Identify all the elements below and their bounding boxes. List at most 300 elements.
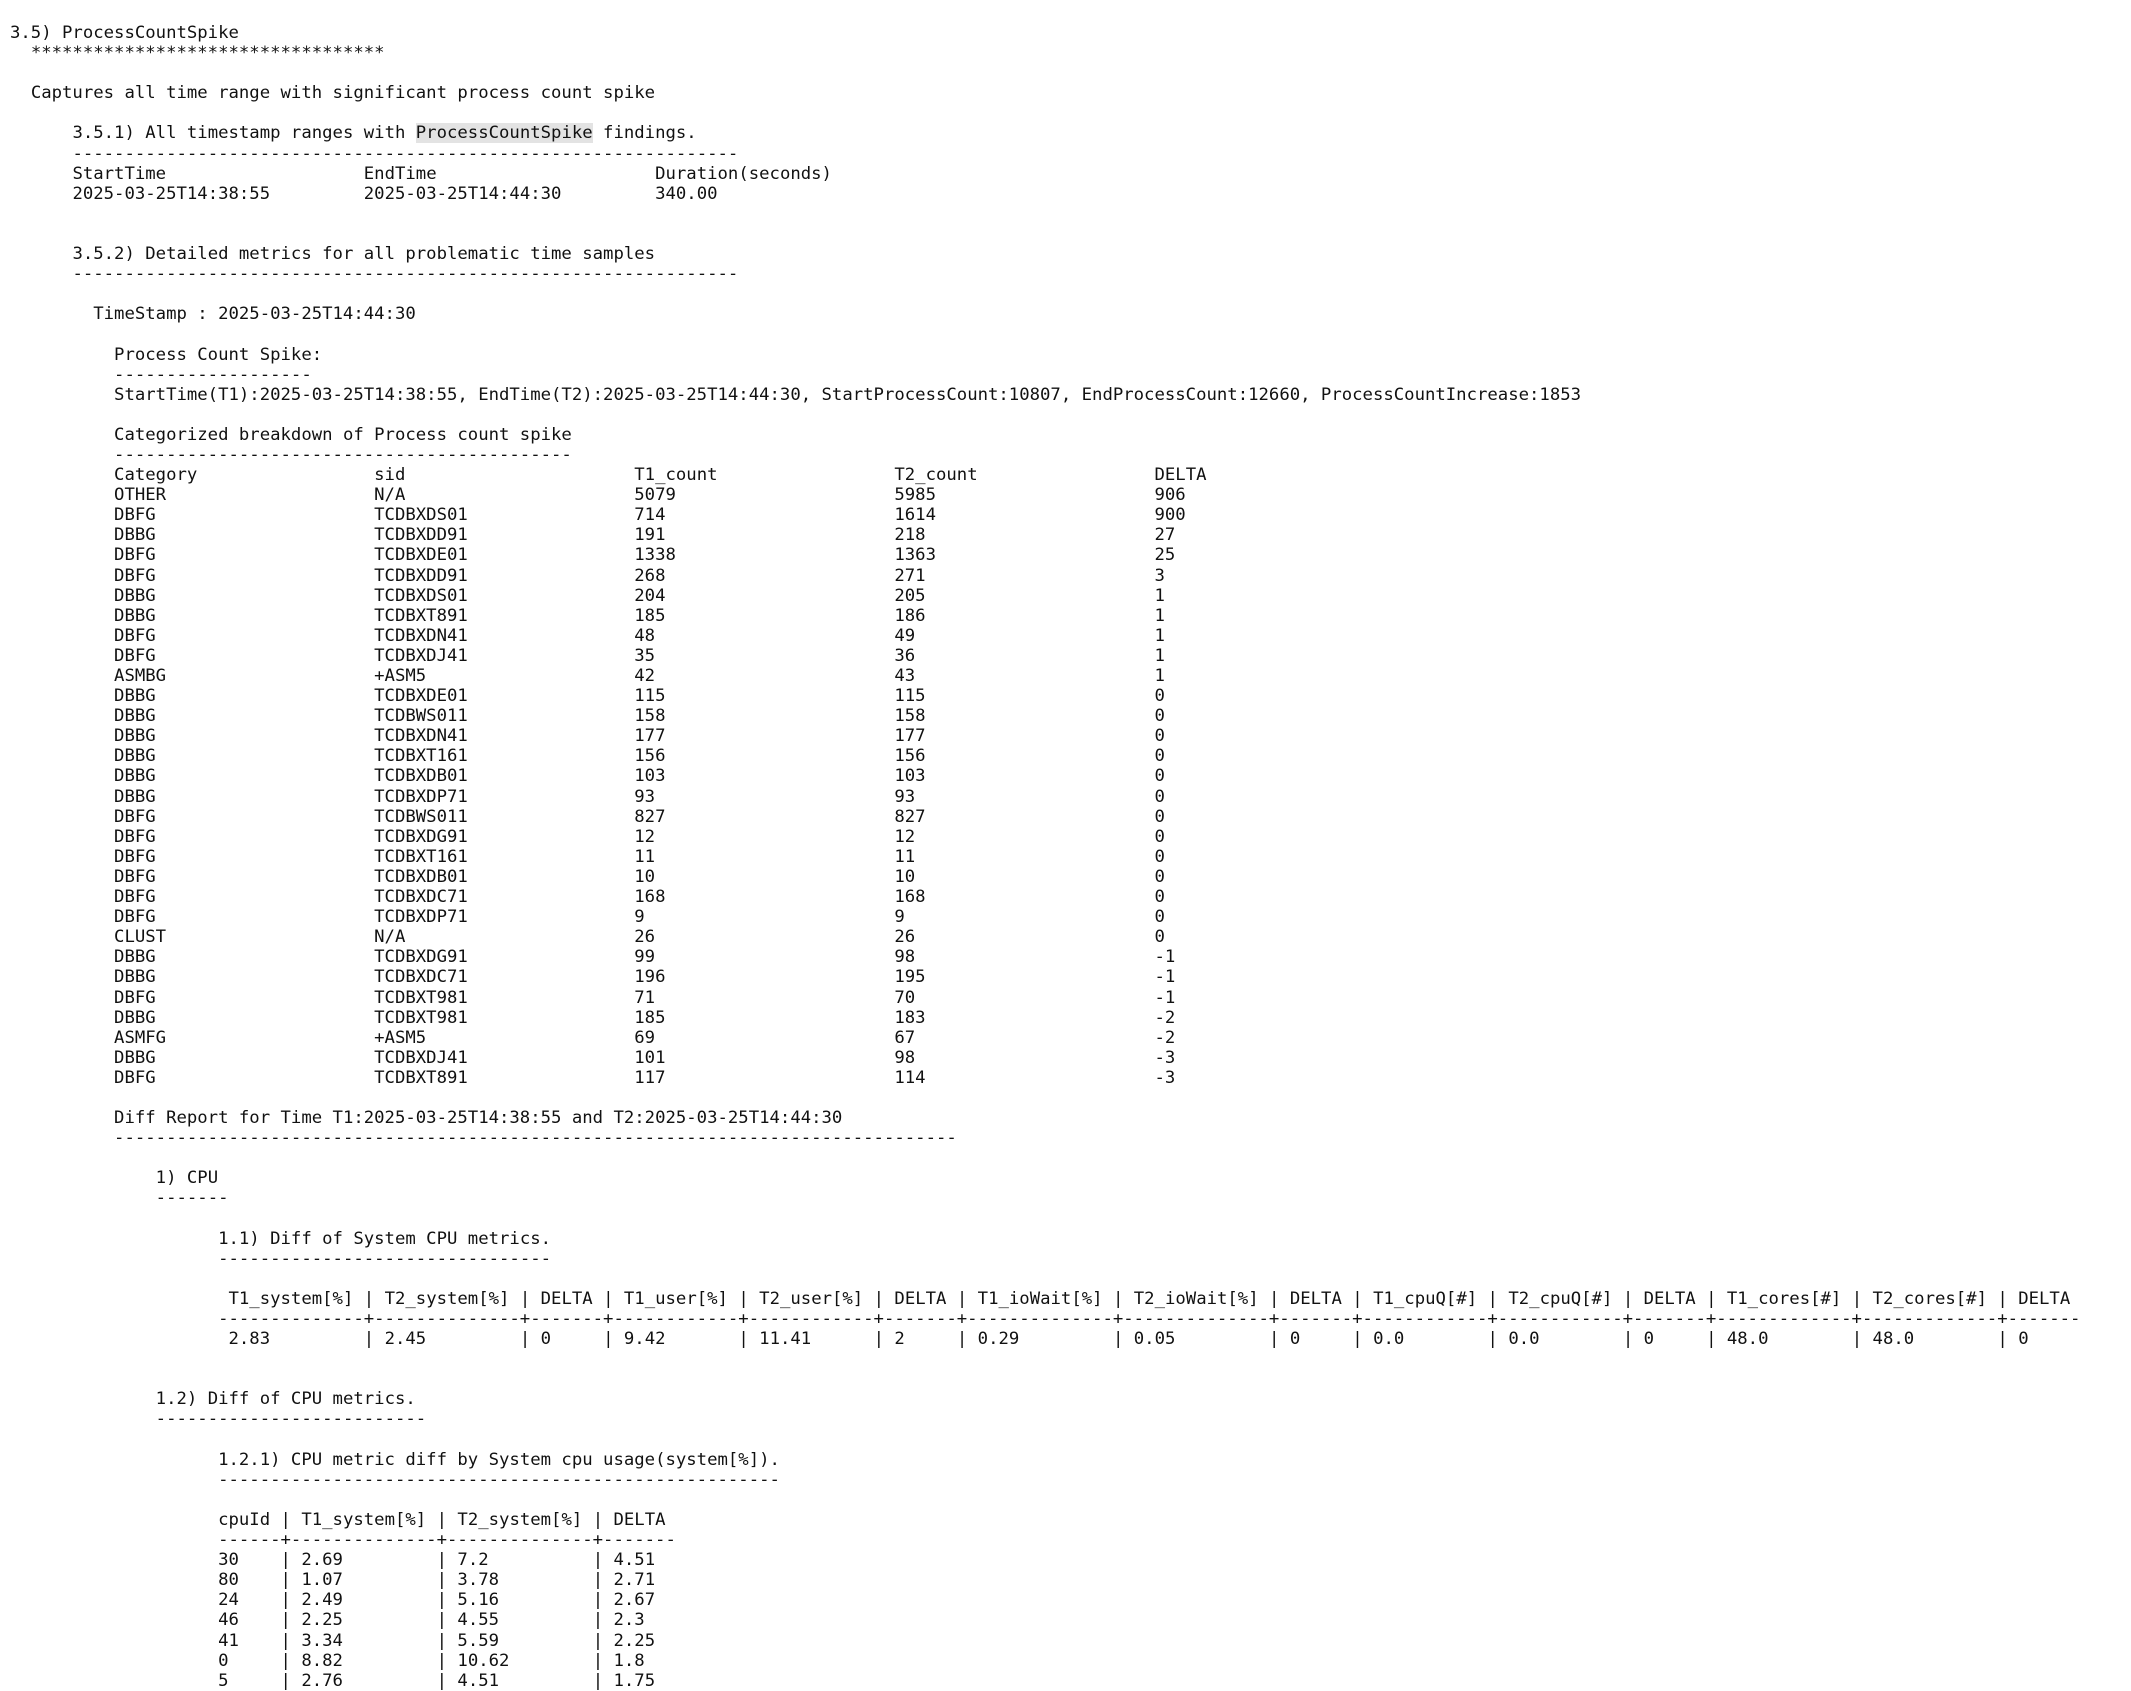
breakdown-cell: 196 xyxy=(634,967,895,988)
by-system-cell: 7.2 xyxy=(447,1550,593,1571)
system-cpu-column-header: T1_ioWait[%] xyxy=(967,1288,1113,1309)
by-system-cell: 1.75 xyxy=(603,1670,676,1691)
breakdown-cell: DBFG xyxy=(114,907,375,928)
underline: ---------------------------------------------------------------- xyxy=(72,264,739,285)
system-cpu-column-header: T2_user[%] xyxy=(748,1288,874,1309)
breakdown-cell: 93 xyxy=(634,786,895,807)
breakdown-title-text: Categorized breakdown of Process count spike xyxy=(114,424,572,445)
breakdown-cell: 177 xyxy=(894,726,1155,747)
timestamp-ranges-header xyxy=(10,164,2081,184)
breakdown-header xyxy=(10,465,2081,485)
by-system-row: 46 | 2.25 | 4.55 | 2.3 xyxy=(218,1610,676,1631)
breakdown-cell: 1 xyxy=(1154,585,1165,606)
breakdown-cell: TCDBXT161 xyxy=(374,846,635,867)
by-system-cell: 3.34 xyxy=(290,1630,437,1651)
blank-line xyxy=(10,1430,2081,1450)
underline: --------------------------------------------------------------------------------- xyxy=(114,1128,957,1149)
breakdown-cell: 103 xyxy=(634,766,895,787)
timestamp-text: TimeStamp : 2025-03-25T14:44:30 xyxy=(93,304,416,325)
breakdown-cell: OTHER xyxy=(114,485,375,506)
breakdown-cell: -2 xyxy=(1154,1007,1176,1028)
timestamp-ranges-cell: 2025-03-25T14:38:55 xyxy=(72,183,364,204)
breakdown-row xyxy=(10,746,2081,766)
breakdown-cell: 205 xyxy=(894,585,1155,606)
system-cpu-value: 0 xyxy=(1633,1329,1707,1350)
breakdown-cell: DBBG xyxy=(114,766,375,787)
by-system-cell: 2.67 xyxy=(603,1590,676,1611)
by-system-cell: 2.25 xyxy=(603,1630,676,1651)
breakdown-cell: DBBG xyxy=(114,525,375,546)
breakdown-cell: 115 xyxy=(634,686,895,707)
breakdown-cell: DBFG xyxy=(114,645,375,666)
by-system-cell: 2.25 xyxy=(290,1610,437,1631)
section-stars xyxy=(10,43,2081,63)
breakdown-cell: 1 xyxy=(1154,645,1165,666)
breakdown-cell: TCDBXDE01 xyxy=(374,686,635,707)
breakdown-row xyxy=(10,867,2081,887)
breakdown-title xyxy=(10,425,2081,445)
breakdown-cell: TCDBXDN41 xyxy=(374,726,635,747)
breakdown-row xyxy=(10,827,2081,847)
breakdown-cell: 0 xyxy=(1154,866,1165,887)
system-cpu-value: 48.0 xyxy=(1716,1329,1852,1350)
blank-line xyxy=(10,204,2081,224)
breakdown-cell: DBBG xyxy=(114,605,375,626)
breakdown-cell: 12 xyxy=(634,826,895,847)
breakdown-cell: TCDBXDD91 xyxy=(374,565,635,586)
breakdown-cell: 906 xyxy=(1154,485,1186,506)
timestamp-ranges-cell: 2025-03-25T14:44:30 xyxy=(363,183,656,204)
underline: -------------------------------- xyxy=(218,1248,552,1269)
breakdown-cell: TCDBXDP71 xyxy=(374,786,635,807)
system-cpu-underline xyxy=(10,1249,2081,1269)
breakdown-cell: 0 xyxy=(1154,726,1165,747)
breakdown-cell: 185 xyxy=(634,605,895,626)
breakdown-cell: -1 xyxy=(1154,987,1176,1008)
breakdown-cell: 11 xyxy=(634,846,895,867)
underline: -------------------------------------------- xyxy=(114,444,572,465)
breakdown-cell: TCDBXDJ41 xyxy=(374,1047,635,1068)
breakdown-cell: 115 xyxy=(894,686,1155,707)
breakdown-cell: TCDBXDS01 xyxy=(374,585,635,606)
breakdown-cell: 114 xyxy=(894,1067,1155,1088)
breakdown-cell: 218 xyxy=(894,525,1155,546)
system-cpu-value: 2.45 xyxy=(374,1329,520,1350)
breakdown-cell: TCDBXDE01 xyxy=(374,545,635,566)
spike-title-text: Process Count Spike: xyxy=(114,344,323,365)
breakdown-cell: TCDBXT891 xyxy=(374,1067,635,1088)
blank-line xyxy=(10,63,2081,83)
by-system-cell: 41 xyxy=(218,1630,281,1651)
blank-line xyxy=(10,103,2081,123)
breakdown-cell: 0 xyxy=(1154,686,1165,707)
breakdown-cell: ASMBG xyxy=(114,666,375,686)
cpu-metrics-title xyxy=(10,1389,2081,1409)
system-cpu-column-header: T1_cores[#] xyxy=(1716,1288,1852,1309)
system-cpu-column-header: T2_cores[#] xyxy=(1862,1288,1998,1309)
breakdown-cell: TCDBXDP71 xyxy=(374,907,635,928)
breakdown-cell: DBFG xyxy=(114,987,375,1008)
by-system-cell: 2.3 xyxy=(603,1610,676,1631)
breakdown-cell: DBFG xyxy=(114,887,375,908)
system-cpu-value: 0.0 xyxy=(1362,1329,1488,1350)
breakdown-cell: 25 xyxy=(1154,545,1176,566)
breakdown-cell: TCDBWS011 xyxy=(374,806,635,827)
by-system-cell: 10.62 xyxy=(447,1650,593,1671)
breakdown-cell: 1 xyxy=(1154,625,1165,646)
breakdown-cell: 99 xyxy=(634,947,895,968)
breakdown-cell: 11 xyxy=(894,846,1155,867)
by-system-column-header: cpuId xyxy=(218,1509,281,1530)
by-system-cell: 8.82 xyxy=(290,1650,437,1671)
detailed-title-text: 3.5.2) Detailed metrics for all problematic time samples xyxy=(72,244,656,265)
breakdown-cell: 10 xyxy=(634,866,895,887)
breakdown-cell: 0 xyxy=(1154,806,1165,827)
cpu-metrics-underline xyxy=(10,1409,2081,1429)
underline: ---------------------------------------------------------------- xyxy=(72,143,739,164)
breakdown-cell: 43 xyxy=(894,666,1155,686)
breakdown-row xyxy=(10,927,2081,947)
breakdown-cell: DBBG xyxy=(114,1047,375,1068)
system-cpu-title-text: 1.1) Diff of System CPU metrics. xyxy=(218,1228,552,1249)
breakdown-cell: 5985 xyxy=(894,485,1155,506)
cpu-underline xyxy=(10,1188,2081,1208)
breakdown-cell: DBFG xyxy=(114,806,375,827)
breakdown-cell: 204 xyxy=(634,585,895,606)
timestamp-ranges-title xyxy=(10,123,2081,143)
by-system-cell: 3.78 xyxy=(447,1570,593,1591)
system-cpu-column-header: DELTA xyxy=(1279,1288,1353,1309)
blank-line xyxy=(10,1148,2081,1168)
breakdown-row xyxy=(10,666,2081,686)
timestamp-ranges-title-prefix: 3.5.1) All timestamp ranges with xyxy=(72,123,416,144)
underline: ------------------------------------------------------ xyxy=(218,1469,780,1490)
breakdown-cell: 26 xyxy=(634,927,895,948)
breakdown-cell: DBBG xyxy=(114,686,375,707)
system-cpu-value: 2.83 xyxy=(218,1329,364,1350)
breakdown-cell: 1338 xyxy=(634,545,895,566)
breakdown-cell: DBFG xyxy=(114,846,375,867)
by-system-row: 5 | 2.76 | 4.51 | 1.75 xyxy=(218,1670,676,1691)
blank-line xyxy=(10,224,2081,244)
breakdown-row xyxy=(10,646,2081,666)
breakdown-cell: 0 xyxy=(1154,887,1165,908)
by-system-cell: 46 xyxy=(218,1610,281,1631)
blank-line xyxy=(10,324,2081,344)
by-system-header: cpuId | T1_system[%] | T2_system[%] | DELTA xyxy=(218,1509,676,1530)
system-cpu-separator: --------------+--------------+-------+------------+------------+-------+--------------+--------------+-------+------------+------------+-------+-------------+-------------+------- xyxy=(10,1309,2081,1329)
by-system-cell: 80 xyxy=(218,1570,281,1591)
breakdown-cell: 183 xyxy=(894,1007,1155,1028)
breakdown-cell: 1 xyxy=(1154,605,1165,626)
section-title-text: 3.5) ProcessCountSpike xyxy=(10,23,239,43)
by-system-row: 30 | 2.69 | 7.2 | 4.51 xyxy=(218,1550,676,1571)
breakdown-cell: TCDBXT981 xyxy=(374,1007,635,1028)
breakdown-cell: 42 xyxy=(634,666,895,686)
system-cpu-value: 11.41 xyxy=(748,1329,874,1350)
breakdown-cell: 168 xyxy=(634,887,895,908)
breakdown-row xyxy=(10,505,2081,525)
breakdown-cell: TCDBXDB01 xyxy=(374,766,635,787)
by-system-cell: 24 xyxy=(218,1590,281,1611)
by-system-title-text: 1.2.1) CPU metric diff by System cpu usage(system[%]). xyxy=(218,1449,780,1470)
breakdown-cell: 101 xyxy=(634,1047,895,1068)
by-system-row: 80 | 1.07 | 3.78 | 2.71 xyxy=(218,1570,676,1591)
system-cpu-column-header: DELTA xyxy=(884,1288,957,1309)
breakdown-cell: 0 xyxy=(1154,826,1165,847)
system-cpu-column-header: DELTA xyxy=(1633,1288,1707,1309)
breakdown-cell: 9 xyxy=(894,907,1155,928)
underline: ------- xyxy=(155,1188,229,1209)
breakdown-cell: 3 xyxy=(1154,565,1165,586)
timestamp-line xyxy=(10,304,2081,324)
breakdown-cell: 195 xyxy=(894,967,1155,988)
by-system-cell: 1.07 xyxy=(290,1570,437,1591)
breakdown-cell: TCDBXDJ41 xyxy=(374,645,635,666)
breakdown-cell: 191 xyxy=(634,525,895,546)
breakdown-cell: 0 xyxy=(1154,706,1165,727)
breakdown-row xyxy=(10,988,2081,1008)
by-system-cell: 4.51 xyxy=(447,1670,593,1691)
breakdown-column-header: sid xyxy=(374,465,635,486)
timestamp-ranges-underline xyxy=(10,144,2081,164)
breakdown-cell: 93 xyxy=(894,786,1155,807)
breakdown-cell: 71 xyxy=(634,987,895,1008)
breakdown-cell: DBFG xyxy=(114,625,375,646)
breakdown-cell: TCDBXDG91 xyxy=(374,826,635,847)
breakdown-cell: DBBG xyxy=(114,746,375,767)
cpu-title xyxy=(10,1168,2081,1188)
breakdown-row xyxy=(10,706,2081,726)
by-system-cell: 2.49 xyxy=(290,1590,437,1611)
timestamp-ranges-column-header: Duration(seconds) xyxy=(655,163,832,184)
by-system-cell: 0 xyxy=(218,1650,281,1671)
breakdown-cell: 714 xyxy=(634,505,895,526)
by-system-row: 24 | 2.49 | 5.16 | 2.67 xyxy=(218,1590,676,1611)
system-cpu-value: 2 xyxy=(884,1329,957,1350)
breakdown-cell: 158 xyxy=(894,706,1155,727)
breakdown-cell: 268 xyxy=(634,565,895,586)
breakdown-cell: -3 xyxy=(1154,1047,1176,1068)
breakdown-cell: +ASM5 xyxy=(374,666,635,686)
by-system-cell: 4.55 xyxy=(447,1610,593,1631)
breakdown-cell: 185 xyxy=(634,1007,895,1028)
breakdown-cell: 49 xyxy=(894,625,1155,646)
diff-title-text: Diff Report for Time T1:2025-03-25T14:38:55 and T2:2025-03-25T14:44:30 xyxy=(114,1108,843,1129)
breakdown-cell: TCDBXDD91 xyxy=(374,525,635,546)
by-system-cell: 2.71 xyxy=(603,1570,676,1591)
breakdown-cell: 35 xyxy=(634,645,895,666)
breakdown-cell: 48 xyxy=(634,625,895,646)
breakdown-cell: DBBG xyxy=(114,967,375,988)
system-cpu-value: 0 xyxy=(2007,1329,2081,1350)
breakdown-cell: TCDBXT161 xyxy=(374,746,635,767)
breakdown-row xyxy=(10,525,2081,545)
system-cpu-column-header: T1_system[%] xyxy=(218,1288,364,1309)
breakdown-cell: TCDBXDG91 xyxy=(374,947,635,968)
breakdown-row xyxy=(10,1048,2081,1068)
breakdown-cell: DBFG xyxy=(114,826,375,847)
breakdown-cell: 70 xyxy=(894,987,1155,1008)
breakdown-cell: 186 xyxy=(894,605,1155,626)
timestamp-ranges-cell: 340.00 xyxy=(655,183,718,204)
breakdown-cell: ASMFG xyxy=(114,1027,375,1048)
diff-title xyxy=(10,1108,2081,1128)
timestamp-ranges-row xyxy=(10,184,2081,204)
spike-summary-text: StartTime(T1):2025-03-25T14:38:55, EndTime(T2):2025-03-25T14:44:30, StartProcessCount:10807, EndProcessCount:12660, ProcessCountIncrease:1853 xyxy=(114,384,1582,405)
breakdown-column-header: Category xyxy=(114,465,375,486)
breakdown-cell: -1 xyxy=(1154,947,1176,968)
breakdown-cell: 1614 xyxy=(894,505,1155,526)
system-cpu-value: 0.29 xyxy=(967,1329,1113,1350)
breakdown-cell: 9 xyxy=(634,907,895,928)
breakdown-cell: DBFG xyxy=(114,565,375,586)
system-cpu-value: 48.0 xyxy=(1862,1329,1998,1350)
timestamp-ranges-title-suffix: findings. xyxy=(592,123,697,144)
breakdown-row xyxy=(10,726,2081,746)
by-system-column-header: T2_system[%] xyxy=(447,1509,593,1530)
breakdown-cell: TCDBXDN41 xyxy=(374,625,635,646)
system-cpu-column-header: T1_user[%] xyxy=(613,1288,739,1309)
breakdown-cell: 156 xyxy=(634,746,895,767)
underline: -------------------------- xyxy=(155,1409,427,1430)
timestamp-ranges-column-header: StartTime xyxy=(72,163,364,184)
system-cpu-header: T1_system[%] | T2_system[%] | DELTA | T1_user[%] | T2_user[%] | DELTA | T1_ioWait[%] | T2_ioWait[%] | DELTA | T1_cpuQ[#] | T2_cpuQ[#] | DELTA | T1_cores[#] | T2_cores[#] | DELTA xyxy=(218,1288,2081,1309)
system-cpu-values: 2.83 | 2.45 | 0 | 9.42 | 11.41 | 2 | 0.29 | 0.05 | 0 | 0.0 | 0.0 | 0 | 48.0 | 48.0 | 0 xyxy=(218,1329,2081,1350)
section-stars-text: ********************************** xyxy=(30,43,385,64)
by-system-cell: 2.76 xyxy=(290,1670,437,1691)
section-description-text: Captures all time range with significant process count spike xyxy=(30,83,656,104)
section-description xyxy=(10,83,2081,103)
by-system-row: 41 | 3.34 | 5.59 | 2.25 xyxy=(218,1630,676,1651)
spike-title xyxy=(10,345,2081,365)
detailed-title xyxy=(10,244,2081,264)
breakdown-cell: 156 xyxy=(894,746,1155,767)
timestamp-ranges-column-header: EndTime xyxy=(363,163,656,184)
by-system-title xyxy=(10,1450,2081,1470)
blank-line xyxy=(10,1490,2081,1510)
breakdown-cell: -1 xyxy=(1154,967,1176,988)
breakdown-cell: 827 xyxy=(894,806,1155,827)
breakdown-cell: DBBG xyxy=(114,706,375,727)
system-cpu-column-header: T2_ioWait[%] xyxy=(1123,1288,1270,1309)
breakdown-cell: 67 xyxy=(894,1027,1155,1048)
breakdown-cell: DBBG xyxy=(114,585,375,606)
breakdown-cell: N/A xyxy=(374,927,635,948)
breakdown-cell: DBBG xyxy=(114,1007,375,1028)
breakdown-row xyxy=(10,686,2081,706)
diff-underline xyxy=(10,1128,2081,1148)
process-count-spike-highlight: ProcessCountSpike xyxy=(415,123,593,144)
by-system-cell: 5.59 xyxy=(447,1630,593,1651)
breakdown-row xyxy=(10,606,2081,626)
system-cpu-value: 0 xyxy=(530,1329,604,1350)
by-system-cell: 1.8 xyxy=(603,1650,676,1671)
breakdown-cell: TCDBXDC71 xyxy=(374,887,635,908)
breakdown-row xyxy=(10,907,2081,927)
breakdown-cell: 900 xyxy=(1154,505,1186,526)
by-system-cell: 4.51 xyxy=(603,1550,676,1571)
breakdown-cell: 827 xyxy=(634,806,895,827)
breakdown-cell: 168 xyxy=(894,887,1155,908)
breakdown-cell: 0 xyxy=(1154,786,1165,807)
breakdown-cell: 10 xyxy=(894,866,1155,887)
system-cpu-column-header: T2_system[%] xyxy=(374,1288,520,1309)
breakdown-row xyxy=(10,807,2081,827)
blank-line xyxy=(10,284,2081,304)
breakdown-cell: +ASM5 xyxy=(374,1027,635,1048)
breakdown-cell: 1363 xyxy=(894,545,1155,566)
breakdown-cell: 0 xyxy=(1154,746,1165,767)
breakdown-cell: 1 xyxy=(1154,666,1165,686)
breakdown-cell: 103 xyxy=(894,766,1155,787)
blank-line xyxy=(10,1269,2081,1289)
breakdown-row xyxy=(10,787,2081,807)
breakdown-cell: TCDBXDC71 xyxy=(374,967,635,988)
by-system-cell: 5.16 xyxy=(447,1590,593,1611)
by-system-underline xyxy=(10,1470,2081,1490)
breakdown-row xyxy=(10,485,2081,505)
system-cpu-value: 0.0 xyxy=(1497,1329,1623,1350)
system-cpu-value: 9.42 xyxy=(613,1329,739,1350)
breakdown-cell: DBFG xyxy=(114,1067,375,1088)
blank-line xyxy=(10,1369,2081,1389)
system-cpu-value: 0.05 xyxy=(1123,1329,1270,1350)
breakdown-cell: TCDBXDB01 xyxy=(374,866,635,887)
cpu-title-text: 1) CPU xyxy=(155,1168,219,1189)
breakdown-row xyxy=(10,626,2081,646)
breakdown-cell: TCDBWS011 xyxy=(374,706,635,727)
spike-underline xyxy=(10,365,2081,385)
breakdown-cell: -3 xyxy=(1154,1067,1176,1088)
breakdown-cell: DBFG xyxy=(114,866,375,887)
breakdown-cell: -2 xyxy=(1154,1027,1176,1048)
breakdown-cell: TCDBXT891 xyxy=(374,605,635,626)
breakdown-column-header: DELTA xyxy=(1154,465,1207,486)
by-system-cell: 2.69 xyxy=(290,1550,437,1571)
by-system-column-header: DELTA xyxy=(603,1509,676,1530)
breakdown-cell: 12 xyxy=(894,826,1155,847)
breakdown-cell: 0 xyxy=(1154,907,1165,928)
breakdown-cell: TCDBXT981 xyxy=(374,987,635,1008)
by-system-row: 0 | 8.82 | 10.62 | 1.8 xyxy=(218,1650,676,1671)
breakdown-cell: 0 xyxy=(1154,766,1165,787)
breakdown-cell: 0 xyxy=(1154,846,1165,867)
breakdown-cell: N/A xyxy=(374,485,635,506)
blank-line xyxy=(10,405,2081,425)
system-cpu-column-header: T2_cpuQ[#] xyxy=(1497,1288,1623,1309)
breakdown-underline xyxy=(10,445,2081,465)
breakdown-row xyxy=(10,1028,2081,1048)
by-system-cell: 30 xyxy=(218,1550,281,1571)
breakdown-cell: 26 xyxy=(894,927,1155,948)
breakdown-column-header: T1_count xyxy=(634,465,895,486)
by-system-separator: ------+--------------+--------------+------- xyxy=(10,1530,676,1551)
breakdown-cell: 69 xyxy=(634,1027,895,1048)
system-cpu-column-header: DELTA xyxy=(530,1288,604,1309)
breakdown-row xyxy=(10,766,2081,786)
breakdown-row xyxy=(10,1008,2081,1028)
blank-line xyxy=(10,1088,2081,1108)
breakdown-cell: 271 xyxy=(894,565,1155,586)
breakdown-row xyxy=(10,847,2081,867)
system-cpu-column-header: DELTA xyxy=(2007,1288,2081,1309)
breakdown-row xyxy=(10,1068,2081,1088)
by-system-cell: 5 xyxy=(218,1670,281,1691)
blank-line xyxy=(10,1349,2081,1369)
breakdown-cell: CLUST xyxy=(114,927,375,948)
breakdown-cell: TCDBXDS01 xyxy=(374,505,635,526)
